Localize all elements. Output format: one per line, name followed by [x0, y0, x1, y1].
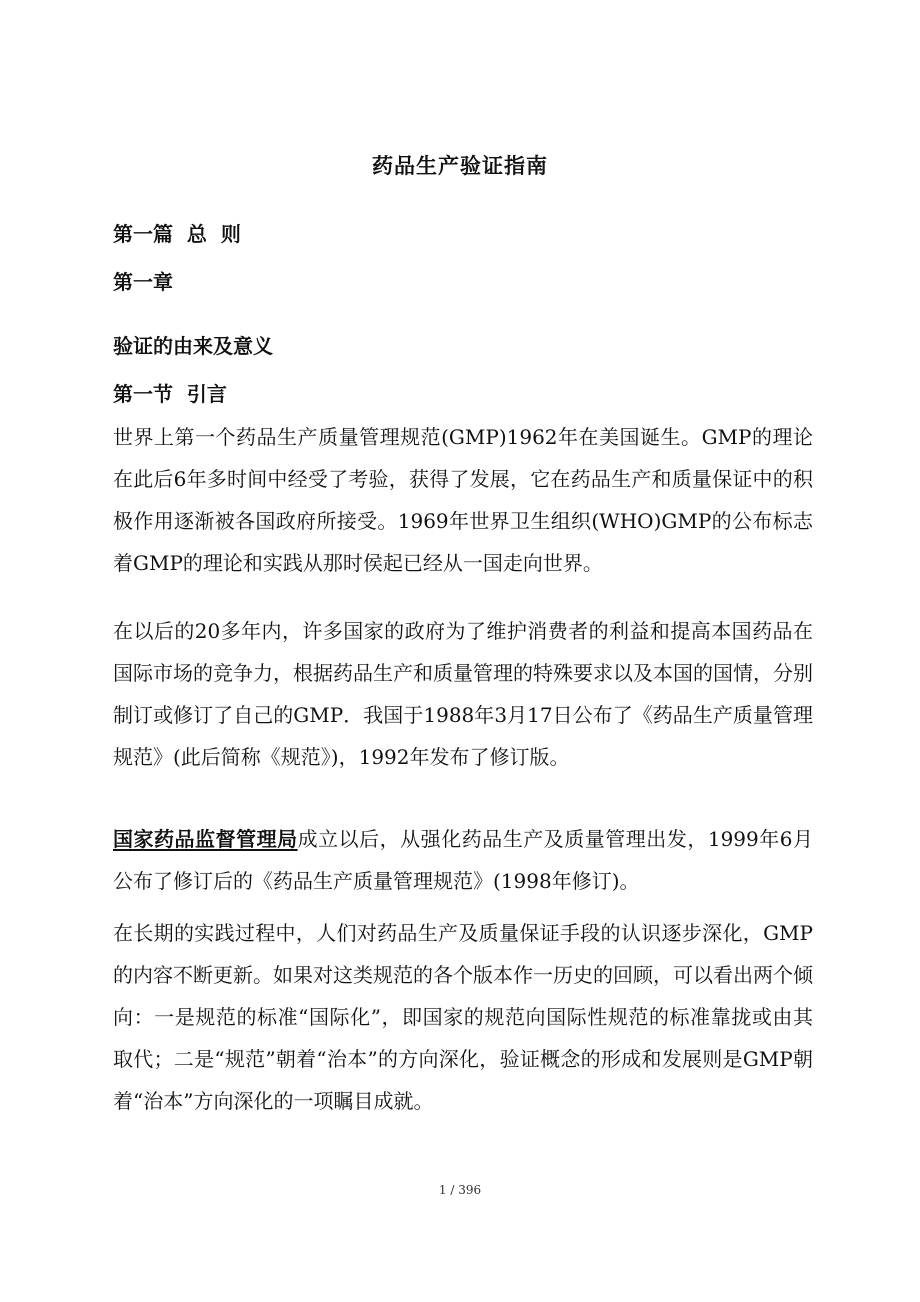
paragraph-3-text: 成立以后，从强化药品生产及质量管理出发，1999年6月公布了修订后的《药品生产质量管理规范》(1998年修订)。	[113, 827, 814, 893]
paragraph-3	[113, 818, 813, 902]
page-number: 1 / 396	[438, 1183, 482, 1197]
paragraph-1: 世界上第一个药品生产质量管理规范(GMP)1962年在美国诞生。GMP的理论在此后6年多时间中经受了考验，获得了发展，它在药品生产和质量保证中的积极作用逐渐被各国政府所接受。1969年世界卫生组织(WHO)GMP的公布标志着GMP的理论和实践从那时侯起已经从一国走向世界。	[113, 425, 813, 575]
section-heading: 第一节 引言	[113, 382, 227, 406]
paragraph-2: 在以后的20多年内，许多国家的政府为了维护消费者的利益和提高本国药品在国际市场的竞争力，根据药品生产和质量管理的特殊要求以及本国的国情，分别制订或修订了自己的GMP．我国于1988年3月17日公布了《药品生产质量管理规范》(此后简称《规范》)，1992年发布了修订版。	[113, 619, 813, 769]
agency-link[interactable]: 国家药品监督管理局	[113, 827, 298, 851]
paragraph-4: 在长期的实践过程中，人们对药品生产及质量保证手段的认识逐步深化，GMP的内容不断更新。如果对这类规范的各个版本作一历史的回顾，可以看出两个倾向：一是规范的标准“国际化”，即国家的规范向国际性规范的标准靠拢或由其取代；二是“规范”朝着“治本”的方向深化，验证概念的形成和发展则是GMP朝着“治本”方向深化的一项瞩目成就。	[113, 921, 813, 1113]
part-heading: 第一篇 总 则	[113, 222, 241, 246]
chapter-title: 验证的由来及意义	[113, 334, 273, 358]
document-title: 药品生产验证指南	[372, 154, 548, 178]
chapter-heading: 第一章	[113, 270, 173, 294]
